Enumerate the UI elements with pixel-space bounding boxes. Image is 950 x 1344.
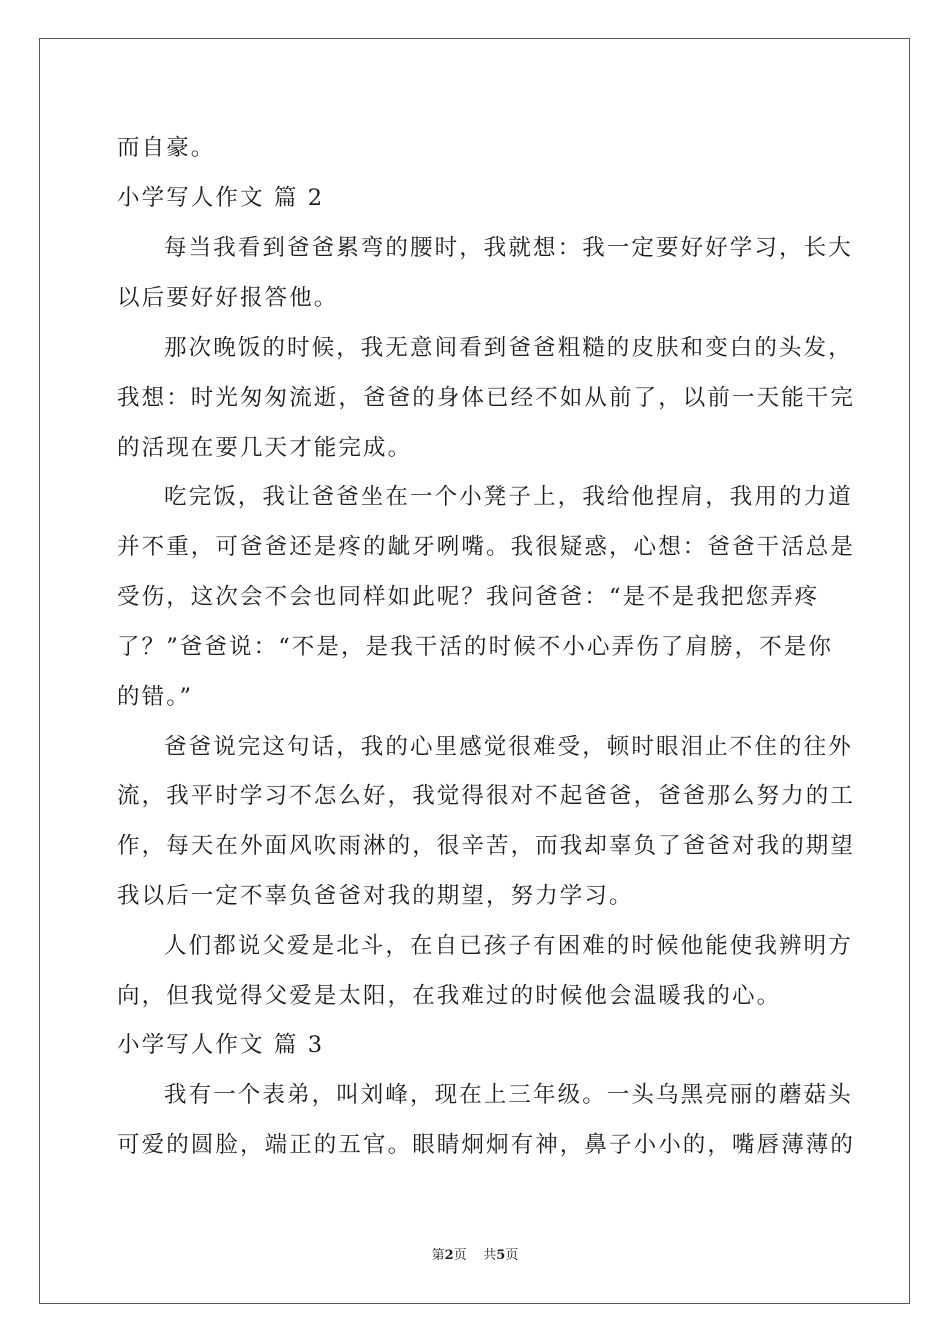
text-line: 流，我平时学习不怎么好，我觉得很对不起爸爸，爸爸那么努力的工 [117,783,856,809]
text-line: 而自豪。 [117,135,216,161]
text-line: 爸爸说完这句话，我的心里感觉很难受，顿时眼泪止不住的往外 [164,734,853,760]
text-line: 了？”爸爸说：“不是，是我干活的时候不小心弄伤了肩膀，不是你 [117,634,834,660]
text-line: 那次晚饭的时候，我无意间看到爸爸粗糙的皮肤和变白的头发， [164,335,853,361]
total-pages-label: 共5页 [483,1248,519,1263]
text-line: 以后要好好报答他。 [117,285,339,311]
text-line: 作，每天在外面风吹雨淋的，很辛苦，而我却辜负了爸爸对我的期望 [117,833,856,859]
text-line: 的活现在要几天才能完成。 [117,435,413,461]
text-line: 向，但我觉得父爱是太阳，在我难过的时候他会温暖我的心。 [117,983,782,1009]
page-number-label: 第2页 [431,1248,467,1263]
section-heading: 小学写人作文 篇 3 [117,1032,325,1058]
section-heading: 小学写人作文 篇 2 [117,185,325,211]
text-line: 我想：时光匆匆流逝，爸爸的身体已经不如从前了，以前一天能干完 [117,385,856,411]
text-line: 我有一个表弟，叫刘峰，现在上三年级。一头乌黑亮丽的蘑菇头 [164,1082,853,1108]
text-line: 受伤，这次会不会也同样如此呢？我问爸爸：“是不是我把您弄疼 [117,584,820,610]
text-line: 吃完饭，我让爸爸坐在一个小凳子上，我给他捏肩，我用的力道 [164,484,853,510]
text-line: 并不重，可爸爸还是疼的龇牙咧嘴。我很疑惑，心想：爸爸干活总是 [117,534,856,560]
text-line: 可爱的圆脸，端正的五官。眼睛炯炯有神，鼻子小小的，嘴唇薄薄的 [117,1132,856,1158]
page-footer [0,1246,950,1266]
text-line: 的错。” [117,684,194,710]
page-border [39,38,910,1304]
text-line: 人们都说父爱是北斗，在自已孩子有困难的时候他能使我辨明方 [164,933,853,959]
text-line: 我以后一定不辜负爸爸对我的期望，努力学习。 [117,883,634,909]
text-line: 每当我看到爸爸累弯的腰时，我就想：我一定要好好学习，长大 [164,235,853,261]
